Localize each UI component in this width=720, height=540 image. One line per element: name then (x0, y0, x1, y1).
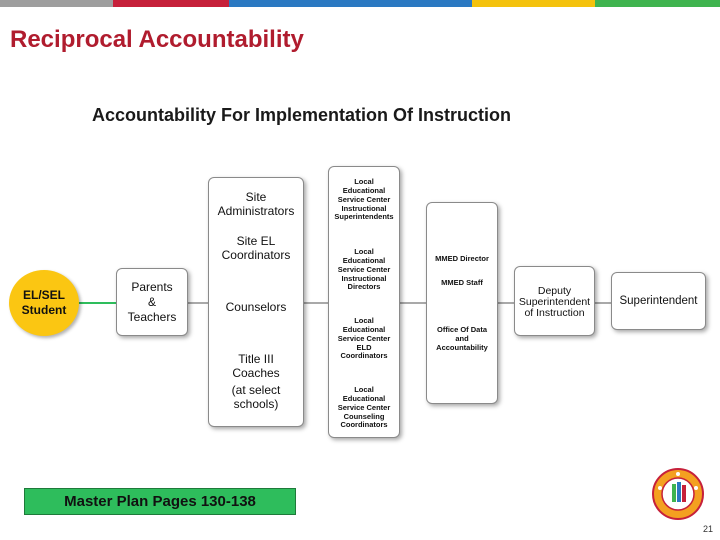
title3-line: Title III (238, 352, 274, 366)
parents-label: Parents (131, 280, 173, 294)
lesc-counseling-label (328, 386, 400, 430)
counselors-label: Counselors (225, 300, 287, 314)
diagram-title: Accountability For Implementation Of Instruction (92, 105, 512, 125)
data-accountability-label (426, 326, 498, 353)
superintendent-label: Superintendent (619, 295, 698, 307)
district-seal-logo (652, 468, 704, 520)
lesc-line: Counseling (343, 411, 385, 421)
master-plan-banner: Master Plan Pages 130-138 (24, 488, 296, 515)
lesc-line: Educational (342, 324, 386, 334)
lesc-line: Instructional (341, 203, 387, 213)
lesc-line: Educational (342, 393, 386, 403)
lesc-line: Service Center (337, 194, 391, 204)
lesc-line: Coordinators (340, 420, 388, 430)
lesc-line: Instructional (341, 273, 387, 283)
color-bar-red (113, 0, 229, 7)
student-label-line: EL/SEL (22, 288, 65, 302)
lesc-line: Service Center (337, 264, 391, 274)
connector-line (595, 302, 611, 304)
student-node (9, 270, 79, 336)
mmed-staff-label: MMED Staff (441, 278, 483, 287)
site-coords-line: Site EL (236, 234, 276, 248)
site-admins-line: Administrators (217, 203, 295, 218)
deputy-line: of Instruction (524, 307, 585, 319)
lesc-line: Superintendents (334, 212, 394, 222)
slide-title: Reciprocal Accountability (10, 26, 304, 53)
lesc-line: Local (354, 247, 374, 256)
lesc-line: Coordinators (340, 351, 388, 361)
lesc-line: Local (354, 316, 374, 325)
color-bar-blue (229, 0, 472, 7)
title3-line: Coaches (232, 365, 280, 380)
teachers-label: Teachers (127, 310, 177, 324)
lesc-line: Directors (347, 282, 381, 292)
title-iii-coaches-label (208, 353, 304, 381)
lesc-line: Educational (342, 185, 386, 195)
lesc-superintendents-label (328, 178, 400, 222)
lesc-line: Educational (342, 255, 386, 265)
select-line: schools) (233, 396, 279, 411)
deputy-superintendent-label (514, 286, 595, 319)
data-line: and (455, 333, 469, 343)
student-label-line: Student (21, 303, 67, 317)
lesc-line: Service Center (337, 333, 391, 343)
color-bar-gray (0, 0, 113, 7)
student-connector-line (78, 302, 116, 304)
data-line: Office Of Data (436, 325, 487, 334)
deputy-line: Deputy (537, 285, 572, 297)
lesc-line: Local (354, 385, 374, 394)
color-bar-yellow (472, 0, 595, 7)
color-bar-green (595, 0, 720, 7)
deputy-line: Superintendent (518, 296, 591, 308)
lesc-line: Service Center (337, 402, 391, 412)
ampersand-label: & (147, 295, 156, 309)
site-admins-line: Site (245, 190, 267, 204)
site-administrators-label (208, 191, 304, 219)
page-number: 21 (703, 524, 714, 534)
lesc-line: ELD (356, 342, 372, 352)
lesc-eld-label (328, 317, 400, 361)
data-line: Accountability (436, 342, 488, 352)
lesc-directors-label (328, 248, 400, 292)
select-schools-note (208, 384, 304, 412)
site-coords-line: Coordinators (221, 247, 291, 262)
parents-teachers-label (116, 280, 188, 325)
student-label (9, 288, 79, 318)
select-line: (at select (231, 383, 281, 397)
mmed-box (426, 202, 498, 404)
lesc-line: Local (354, 177, 374, 186)
site-el-coordinators-label (208, 235, 304, 263)
mmed-director-label: MMED Director (435, 254, 489, 263)
